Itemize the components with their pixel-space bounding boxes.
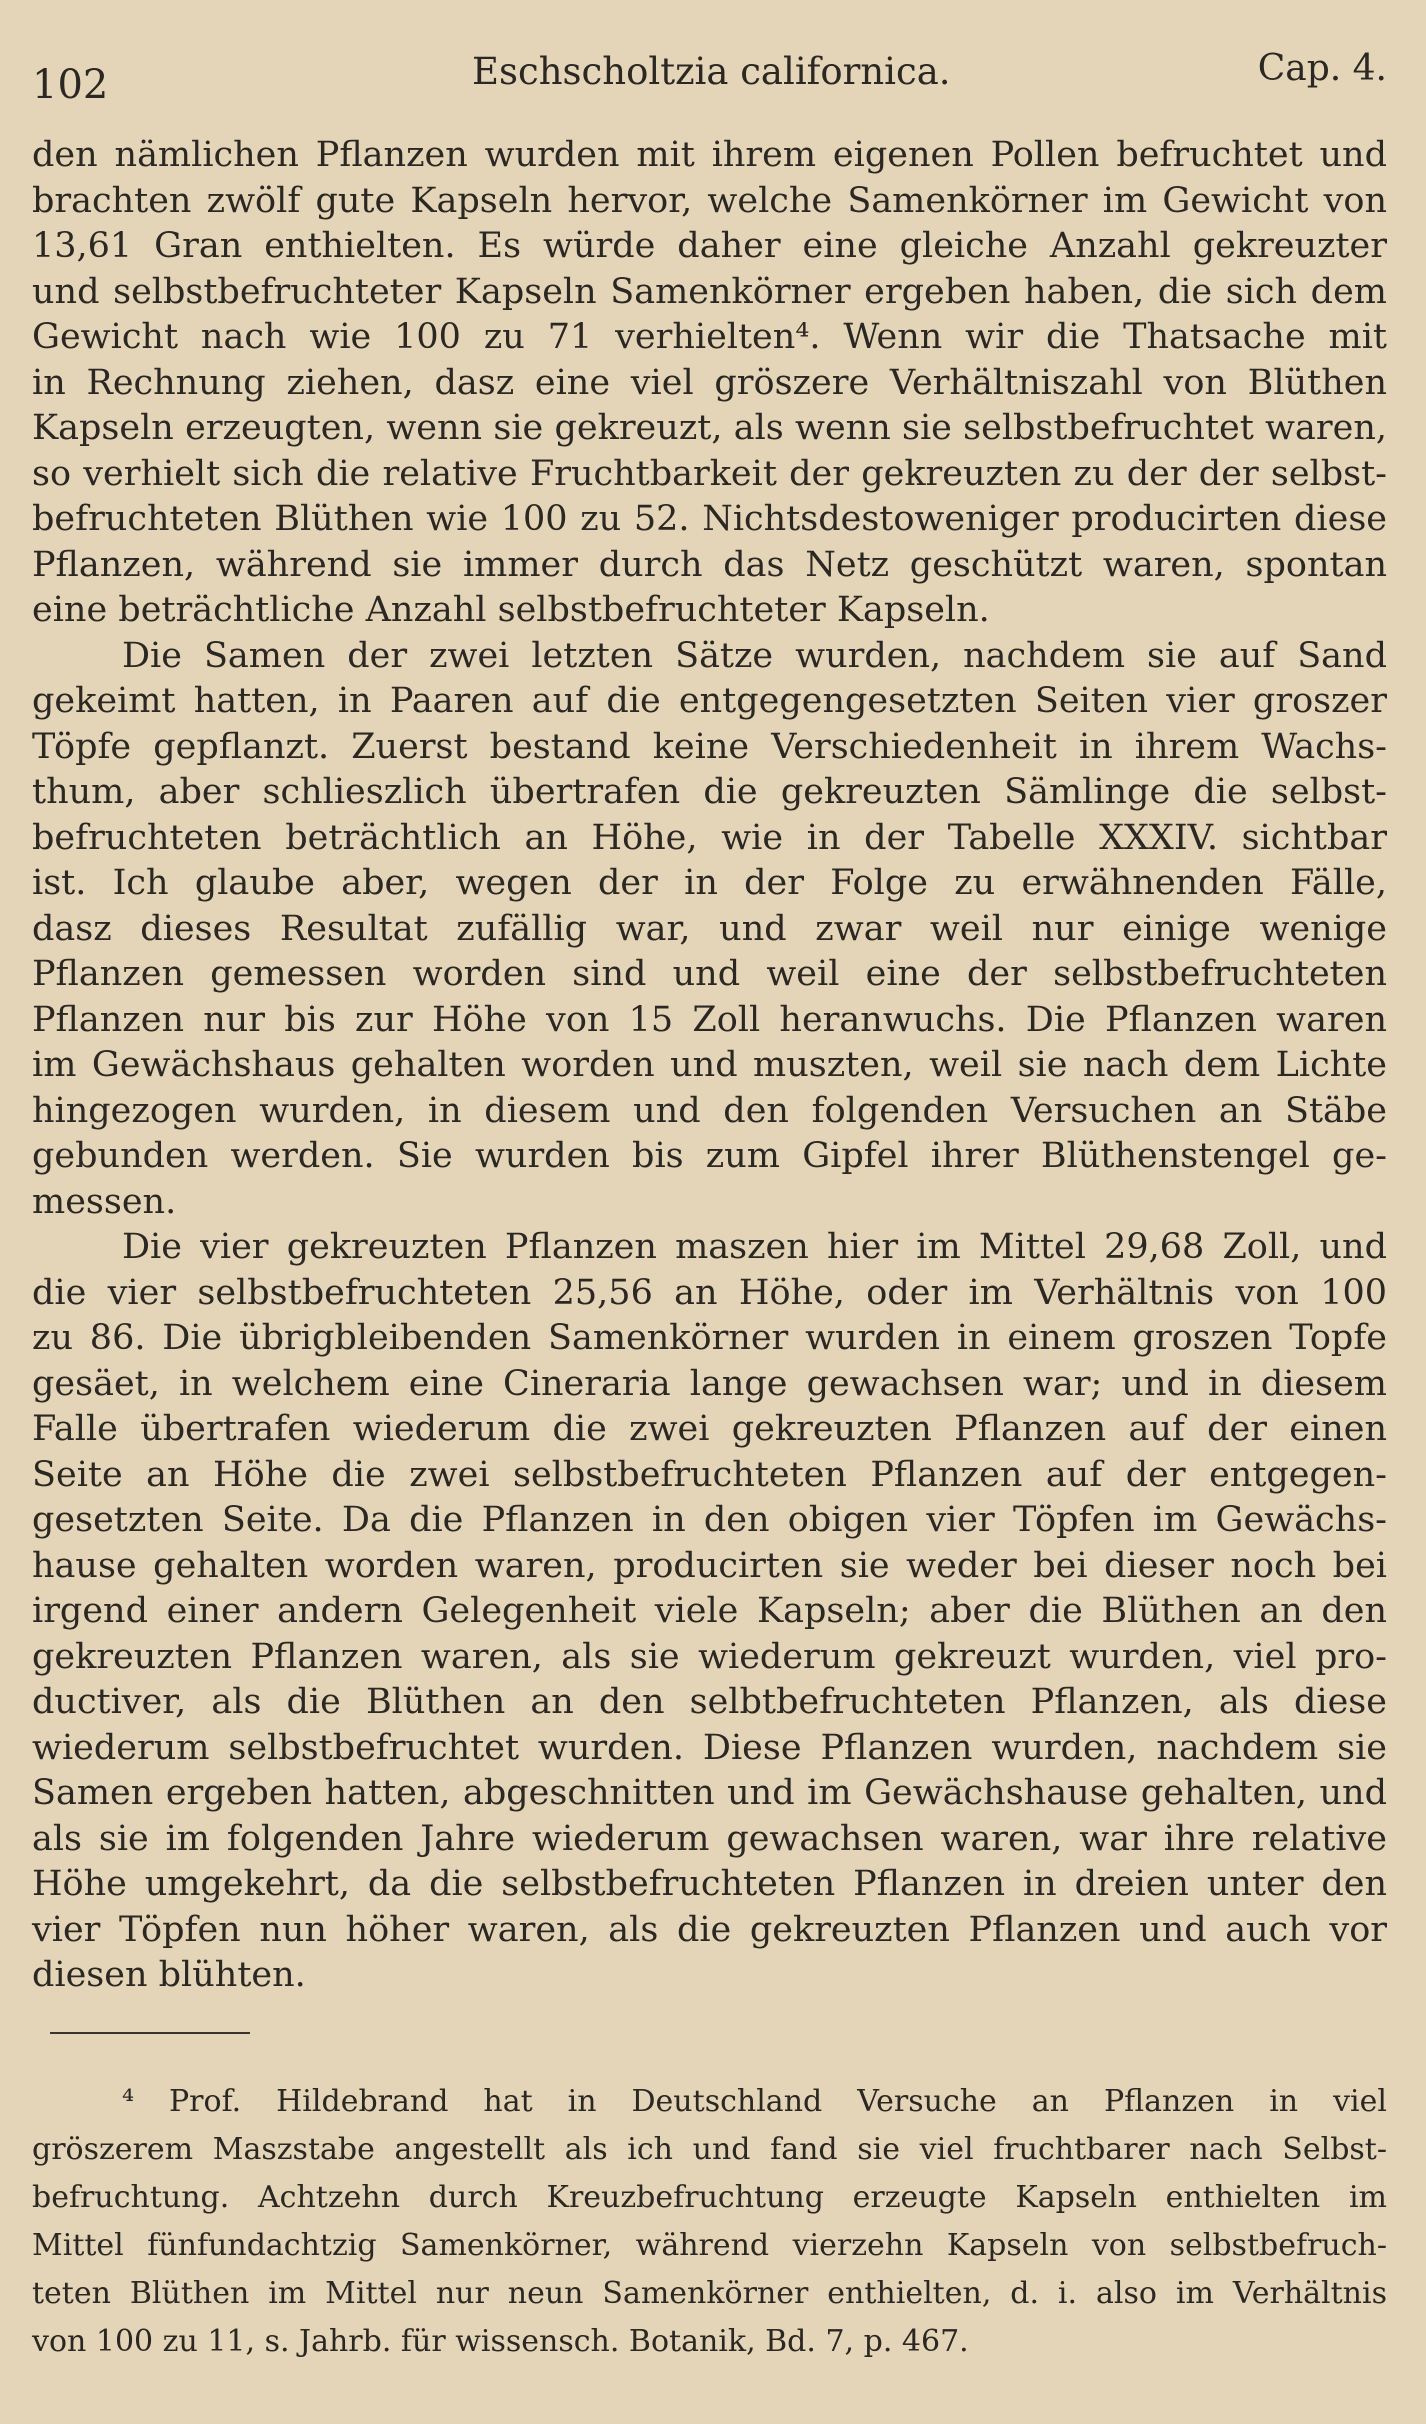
body-line: vier Töpfen nun höher waren, als die gekreuzten Pflanzen und auch vor [32, 1909, 1387, 1950]
body-line: befruchteten Blüthen wie 100 zu 52. Nichtsdestoweniger producirten diese [32, 499, 1387, 539]
body-line: gekreuzten Pflanzen waren, als sie wiederum gekreuzt wurden, viel pro- [32, 1636, 1387, 1677]
body-line: ductiver, als die Blüthen an den selbtbefruchteten Pflanzen, als diese [32, 1682, 1387, 1722]
body-line: brachten zwölf gute Kapseln hervor, welche Samenkörner im Gewicht von [32, 180, 1387, 221]
body-line: gekeimt hatten, in Paaren auf die entgegengesetzten Seiten vier groszer [32, 681, 1387, 721]
body-line: gebunden werden. Sie wurden bis zum Gipfel ihrer Blüthenstengel ge- [32, 1136, 1387, 1176]
body-line: im Gewächshaus gehalten worden und muszten, weil sie nach dem Lichte [32, 1045, 1387, 1085]
body-line: dasz dieses Resultat zufällig war, und zwar weil nur einige wenige [32, 908, 1387, 949]
body-text [32, 133, 1387, 1999]
body-line: 13,61 Gran enthielten. Es würde daher eine gleiche Anzahl gekreuzter [32, 226, 1387, 266]
body-line: Seite an Höhe die zwei selbstbefruchteten Pflanzen auf der entgegen- [32, 1454, 1387, 1495]
body-line: diesen blühten. [32, 1955, 306, 1995]
body-line: wiederum selbstbefruchtet wurden. Diese Pflanzen wurden, nachdem sie [32, 1727, 1387, 1768]
body-line: gesäet, in welchem eine Cineraria lange gewachsen war; und in diesem [32, 1363, 1387, 1404]
body-line: ist. Ich glaube aber, wegen der in der Folge zu erwähnenden Fälle, [32, 863, 1387, 903]
footnote-line: befruchtung. Achtzehn durch Kreuzbefruchtung erzeugte Kapseln enthielten im [32, 2180, 1387, 2215]
body-line: als sie im folgenden Jahre wiederum gewachsen waren, war ihre relative [32, 1818, 1387, 1859]
body-line: zu 86. Die übrigbleibenden Samenkörner wurden in einem groszen Topfe [32, 1318, 1387, 1358]
body-line: so verhielt sich die relative Fruchtbarkeit der gekreuzten zu der der selbst- [32, 453, 1387, 494]
body-line: Die Samen der zwei letzten Sätze wurden, nachdem sie auf Sand [122, 635, 1387, 676]
running-title: Eschscholtzia californica. [472, 50, 951, 93]
footnote-line: ⁴ Prof. Hildebrand hat in Deutschland Versuche an Pflanzen in viel [122, 2084, 1387, 2119]
chapter-label: Cap. 4. [1257, 48, 1387, 89]
footnote-line: teten Blüthen im Mittel nur neun Samenkörner enthielten, d. i. also im Verhältnis [32, 2276, 1387, 2311]
body-line: Pflanzen, während sie immer durch das Netz geschützt waren, spontan [32, 544, 1387, 585]
body-line: Gewicht nach wie 100 zu 71 verhielten⁴. Wenn wir die Thatsache mit [32, 317, 1387, 357]
body-line: Pflanzen gemessen worden sind und weil eine der selbstbefruchteten [32, 954, 1387, 994]
footnote-separator [50, 2032, 250, 2034]
body-line: in Rechnung ziehen, dasz eine viel gröszere Verhältniszahl von Blüthen [32, 362, 1387, 403]
page-header [32, 38, 1387, 108]
body-line: irgend einer andern Gelegenheit viele Kapseln; aber die Blüthen an den [32, 1591, 1387, 1631]
footnote-line: von 100 zu 11, s. Jahrb. für wissensch. Botanik, Bd. 7, p. 467. [32, 2324, 969, 2359]
body-line: die vier selbstbefruchteten 25,56 an Höhe, oder im Verhältnis von 100 [32, 1272, 1387, 1313]
body-line: und selbstbefruchteter Kapseln Samenkörner ergeben haben, die sich dem [32, 271, 1387, 312]
body-line: Die vier gekreuzten Pflanzen maszen hier im Mittel 29,68 Zoll, und [122, 1227, 1387, 1267]
footnote-text [32, 2078, 1387, 2366]
body-line: thum, aber schlieszlich übertrafen die gekreuzten Sämlinge die selbst- [32, 772, 1387, 812]
body-line: den nämlichen Pflanzen wurden mit ihrem eigenen Pollen befruchtet und [32, 135, 1387, 175]
footnote-line: gröszerem Maszstabe angestellt als ich und fand sie viel fruchtbarer nach Selbst- [32, 2132, 1387, 2167]
page-number: 102 [32, 62, 109, 108]
body-line: Samen ergeben hatten, abgeschnitten und im Gewächshause gehalten, und [32, 1773, 1387, 1813]
footnote-line: Mittel fünfundachtzig Samenkörner, während vierzehn Kapseln von selbstbefruch- [32, 2228, 1387, 2263]
body-line: befruchteten beträchtlich an Höhe, wie in der Tabelle XXXIV. sichtbar [32, 817, 1387, 858]
body-line: hingezogen wurden, in diesem und den folgenden Versuchen an Stäbe [32, 1090, 1387, 1131]
body-line: gesetzten Seite. Da die Pflanzen in den obigen vier Töpfen im Gewächs- [32, 1500, 1387, 1540]
body-line: Kapseln erzeugten, wenn sie gekreuzt, als wenn sie selbstbefruchtet waren, [32, 408, 1387, 448]
body-line: Pflanzen nur bis zur Höhe von 15 Zoll heranwuchs. Die Pflanzen waren [32, 999, 1387, 1040]
body-line: Töpfe gepflanzt. Zuerst bestand keine Verschiedenheit in ihrem Wachs- [32, 726, 1387, 767]
body-line: messen. [32, 1181, 177, 1222]
body-line: Höhe umgekehrt, da die selbstbefruchteten Pflanzen in dreien unter den [32, 1864, 1387, 1904]
body-line: hause gehalten worden waren, producirten sie weder bei dieser noch bei [32, 1545, 1387, 1586]
body-line: eine beträchtliche Anzahl selbstbefruchteter Kapseln. [32, 590, 990, 630]
body-line: Falle übertrafen wiederum die zwei gekreuzten Pflanzen auf der einen [32, 1409, 1387, 1449]
